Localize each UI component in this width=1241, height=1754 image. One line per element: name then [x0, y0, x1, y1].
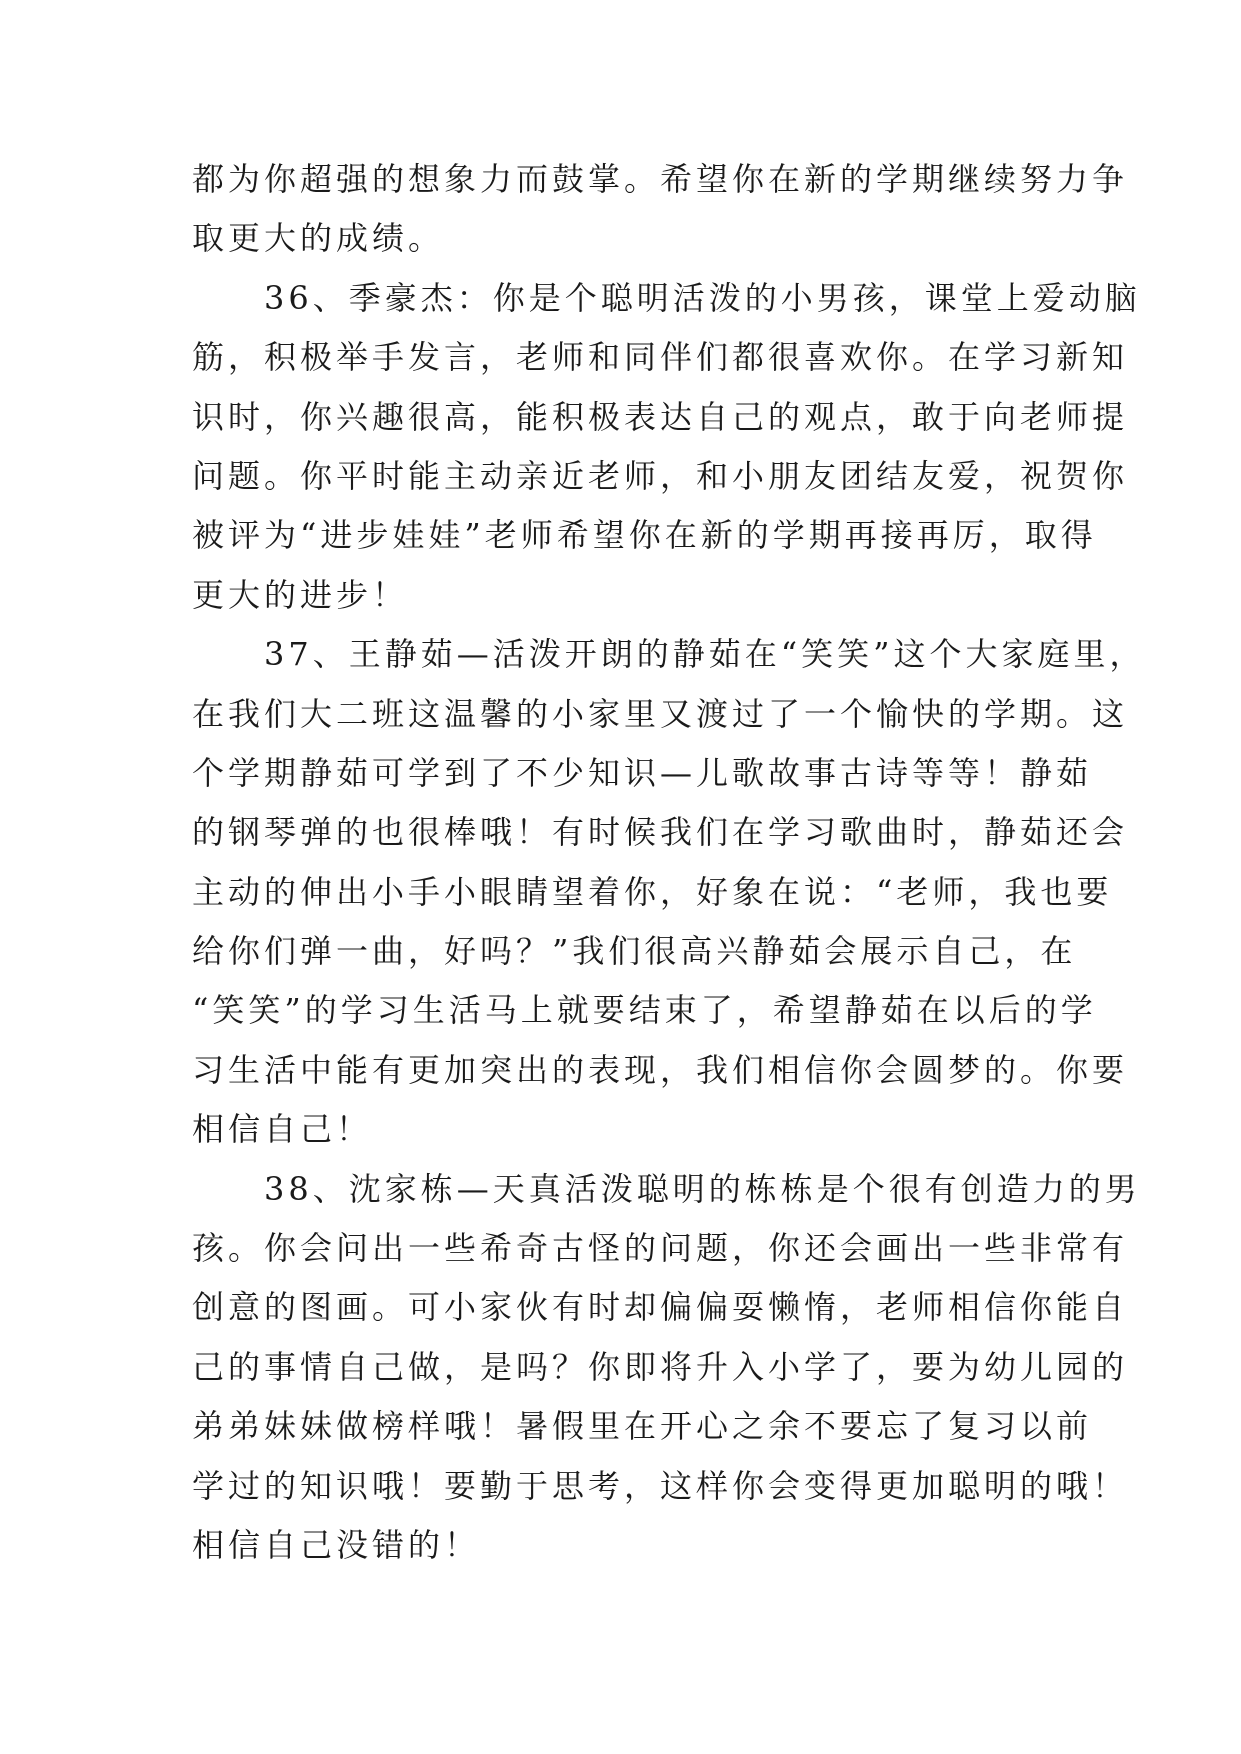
- text-line: 的钢琴弹的也很棒哦！有时候我们在学习歌曲时，静茹还会: [192, 813, 1129, 852]
- text-line: 在我们大二班这温馨的小家里又渡过了一个愉快的学期。这: [192, 694, 1129, 733]
- text-line: 筋，积极举手发言，老师和同伴们都很喜欢你。在学习新知: [192, 338, 1129, 377]
- paragraph-38: [192, 1160, 1141, 1576]
- text-line: 更大的进步！: [192, 575, 409, 614]
- text-line: 学过的知识哦！要勤于思考，这样你会变得更加聪明的哦！: [192, 1466, 1129, 1505]
- text-line: “笑笑”的学习生活马上就要结束了，希望静茹在以后的学: [192, 991, 1097, 1030]
- paragraph-continuation: [192, 150, 1129, 269]
- text-line: 都为你超强的想象力而鼓掌。希望你在新的学期继续努力争: [192, 160, 1129, 198]
- text-line: 36、季豪杰：你是个聪明活泼的小男孩，课堂上爱动脑: [192, 278, 1141, 317]
- text-line: 习生活中能有更加突出的表现，我们相信你会圆梦的。你要: [192, 1050, 1129, 1089]
- text-line: 38、沈家栋—天真活泼聪明的栋栋是个很有创造力的男: [192, 1169, 1141, 1208]
- text-line: 相信自己没错的！: [192, 1525, 481, 1564]
- text-line: 弟弟妹妹做榜样哦！暑假里在开心之余不要忘了复习以前: [192, 1407, 1093, 1446]
- text-line: 37、王静茹—活泼开朗的静茹在“笑笑”这个大家庭里，: [192, 635, 1146, 674]
- text-line: 孩。你会问出一些希奇古怪的问题，你还会画出一些非常有: [192, 1229, 1129, 1268]
- paragraph-36: [192, 269, 1141, 625]
- text-line: 识时，你兴趣很高，能积极表达自己的观点，敢于向老师提: [192, 397, 1129, 436]
- paragraph-37: [192, 625, 1146, 1160]
- text-line: 问题。你平时能主动亲近老师，和小朋友团结友爱，祝贺你: [192, 456, 1129, 495]
- text-line: 相信自己！: [192, 1110, 373, 1149]
- text-line: 给你们弹一曲，好吗？”我们很高兴静茹会展示自己，在: [192, 932, 1077, 971]
- text-line: 个学期静茹可学到了不少知识—儿歌故事古诗等等！静茹: [192, 753, 1093, 792]
- text-line: 创意的图画。可小家伙有时却偏偏耍懒惰，老师相信你能自: [192, 1288, 1129, 1327]
- text-line: 被评为“进步娃娃”老师希望你在新的学期再接再厉，取得: [192, 516, 1097, 555]
- text-line: 主动的伸出小手小眼睛望着你，好象在说：“老师，我也要: [192, 872, 1113, 911]
- document-body: [192, 150, 1146, 1575]
- text-line: 取更大的成绩。: [192, 219, 445, 258]
- text-line: 己的事情自己做，是吗？你即将升入小学了，要为幼儿园的: [192, 1347, 1129, 1386]
